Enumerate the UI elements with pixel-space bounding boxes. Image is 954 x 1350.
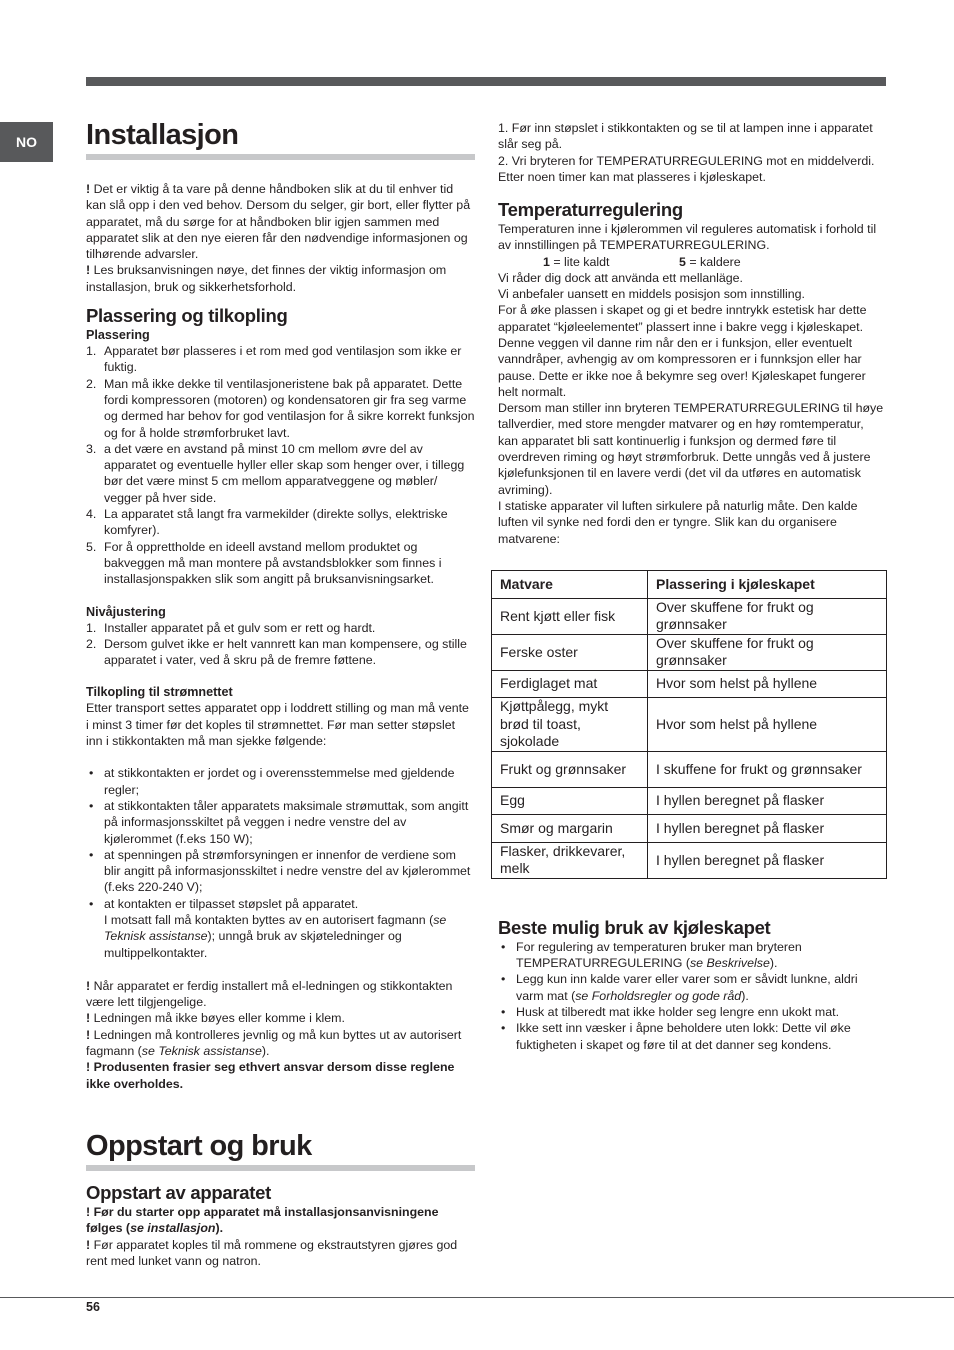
- table-row: Ferske oster Over skuffene for frukt og grønnsaker: [492, 634, 887, 670]
- temperatur-text-2: Vi råder dig dock att använda ett mellanläge.: [498, 270, 743, 285]
- list-item: • at stikkontakten tåler apparatets maksimale strømuttak, som angitt på informasjonsskiltet på veggen i nedre venstre del av kjølerommet (f.eks 150 W);: [86, 798, 475, 847]
- list-item: • at spenningen på strømforsyningen er innenfor de verdiene som blir angitt på informasjonsskiltet i nedre venstre del av kjølerommet (f.eks 220-240 V);: [86, 847, 475, 896]
- language-tab: NO: [0, 122, 53, 162]
- stromnett-text: Etter transport settes apparatet opp i loddrett stilling og man må vente i minst 3 timer før det koples til strømnettet. Før man setter støpslet inn i stikkontakten må man sjekke følgende:: [86, 701, 469, 749]
- table-row: Ferdiglaget mat Hvor som helst på hyllene: [492, 670, 887, 697]
- stromnett-checklist: [86, 765, 475, 961]
- food-placement-table: [491, 570, 887, 879]
- oppstart-step-1: 1. Før inn støpslet i stikkontakten og se til at lampen inne i apparatet slår seg på.: [498, 121, 873, 152]
- temperatur-text-5: Dersom man stiller inn bryteren TEMPERATURREGULERING til høye tallverdier, med store mengder matvarer og en høy romtemperatur, kan apparatet bli satt kontinuerlig i funksjon og dermed føre til overdreven riming og høyt strømforbruk. Dette unngås ved å justere kjølefunksjonen til en lavere verdi (det vil da utføres en automatisk avriming).: [498, 401, 884, 497]
- nivajustering-list: [86, 620, 475, 669]
- temperatur-text-3: Vi anbefaler uansett en middels posisjon som innstilling.: [498, 287, 805, 302]
- temperatur-text-4: For å øke plassen i skapet og gi et bedre inntrykk estetisk har dette apparatet “kjøleelementet” plassert inne i bakre vegg i kjøleskapet. Denne veggen vil danne rim når den er i funksjon, eller eventuelt vanndråper, avhengig av om kompressoren er i funnksjon eller har pause. Dette er ikke noe å bekymre seg over! Kjøleskapet fungerer helt normalt.: [498, 303, 867, 399]
- warning-1: ! Når apparatet er ferdig installert må el-ledningen og stikkontakten være lett tilgjengelige.: [86, 978, 453, 1010]
- temperatur-text-1: Temperaturen inne i kjølerommen vil reguleres automatisk i forhold til av innstillingen på TEMPERATURREGULERING.: [498, 222, 877, 253]
- table-row: Rent kjøtt eller fisk Over skuffene for frukt og grønnsaker: [492, 598, 887, 634]
- temperatur-text-6: I statiske apparater vil luften sirkulere på naturlig måte. Den kalde luften vil synke ned fordi den er tyngre. Slik kan du organisere matvarene:: [498, 498, 858, 546]
- installasjon-title: Installasjon: [86, 118, 475, 160]
- list-item: • at stikkontakten er jordet og i overensstemmelse med gjeldende regler;: [86, 765, 475, 798]
- table-header-row: [492, 570, 887, 598]
- warning-mark: !: [86, 182, 91, 196]
- plassering-list: [86, 343, 475, 587]
- list-item: • For regulering av temperaturen bruker man bryteren TEMPERATURREGULERING (se Beskrivelse).: [498, 939, 886, 972]
- warning-3: ! Ledningen må kontrolleres jevnlig og må kun byttes ut av autorisert fagmann (se Teknisk assistanse).: [86, 1027, 462, 1059]
- page-number: 56: [86, 1300, 100, 1314]
- list-item: 5. For å opprettholde en ideell avstand mellom produktet og bakveggen må man montere på avstandsblokker som finnes i installasjonspakken slik som angitt på bruksanvisningsarket.: [86, 539, 442, 587]
- top-bar: [86, 77, 886, 86]
- list-item: 1. Installer apparatet på et gulv som er rett og hardt.: [86, 620, 376, 635]
- beste-list: [498, 939, 886, 1053]
- table-row: Egg I hyllen beregnet på flasker: [492, 787, 887, 814]
- list-item: • Ikke sett inn væsker i åpne beholdere uten lokk: Dette vil øke fuktigheten i skapet og føre til at det danner seg kondens.: [498, 1020, 886, 1053]
- intro-text-1: Det er viktig å ta vare på denne håndboken slik at du til enhver tid kan slå opp i den ved behov. Dersom du selger, gir bort, eller flytter på apparatet, må du sørge for at håndboken blir igjen sammen med apparatet slik at den nye eieren får den nødvendige informasjonen og tilhørende advarsler.: [86, 182, 471, 262]
- temperatur-heading: Temperaturregulering: [498, 199, 683, 221]
- list-item: 2. Man må ikke dekke til ventilasjoneristene bak på apparatet. Dette fordi kompressoren (motoren) og kondensatoren gir fra seg varme og dermed har behov for god ventilasjon for å sikre korrekt funksjon og for å holde strømforbruket lavt.: [86, 376, 475, 440]
- table-row: Smør og margarin I hyllen beregnet på flasker: [492, 814, 887, 842]
- warning-2: ! Ledningen må ikke bøyes eller komme i klem.: [86, 1011, 345, 1026]
- beste-heading: Beste mulig bruk av kjøleskapet: [498, 916, 771, 938]
- temperature-scale: 1 = lite kaldt 5 = kaldere: [543, 254, 741, 269]
- intro-text-2: Les bruksanvisningen nøye, det finnes der viktig informasjon om installasjon, bruk og sikkerhetsforhold.: [86, 263, 447, 294]
- right-column: [498, 120, 886, 1053]
- intro-paragraph-1: [86, 181, 475, 262]
- list-item: 4. La apparatet stå langt fra varmekilder (direkte sollys, elektriske komfyrer).: [86, 507, 448, 538]
- stromnett-subheading: Tilkopling til strømnettet: [86, 685, 233, 700]
- oppstart-warning: ! Før du starter opp apparatet må installasjonsanvisningene følges (se installasjon).: [86, 1204, 439, 1236]
- list-item: 3. a det være en avstand på minst 10 cm mellom øvre del av apparatet og eventuelle hyller eller skap som henger over, i tillegg bør det være minst 5 cm mellom apparatveggene og møbler/ vegger på hver side.: [86, 441, 465, 505]
- warning-4: ! Produsenten frasier seg ethvert ansvar dersom disse reglene ikke overholdes.: [86, 1060, 455, 1091]
- footer-line: [0, 1297, 954, 1298]
- nivajustering-subheading: Nivåjustering: [86, 604, 166, 619]
- intro-paragraph-2: [86, 262, 475, 295]
- list-item: • at kontakten er tilpasset støpslet på apparatet. I motsatt fall må kontakten byttes av en autorisert fagmann (se Teknisk assistanse); unngå bruk av skjøteledninger og multippelkontakter.: [86, 896, 475, 961]
- table-row: Flasker, drikkevarer, melk I hyllen beregnet på flasker: [492, 842, 887, 878]
- list-item: 1. Apparatet bør plasseres i et rom med god ventilasjon som ikke er fuktig.: [86, 344, 462, 375]
- oppstart-cleaning: ! Før apparatet koples til må rommene og ekstrautstyren gjøres god rent med lunket vann og natron.: [86, 1237, 458, 1268]
- plassering-heading: Plassering og tilkopling: [86, 305, 288, 327]
- warning-mark: !: [86, 263, 91, 278]
- list-item: • Husk at tilberedt mat ikke holder seg lengre enn ukokt mat.: [498, 1004, 886, 1020]
- oppstart-heading: Oppstart av apparatet: [86, 1181, 271, 1203]
- plassering-subheading: Plassering: [86, 328, 150, 343]
- table-row: Frukt og grønnsaker I skuffene for frukt og grønnsaker: [492, 751, 887, 787]
- oppstart-step-2: 2. Vri bryteren for TEMPERATURREGULERING mot en middelverdi. Etter noen timer kan mat plasseres i kjøleskapet.: [498, 153, 875, 184]
- column-header: Matvare: [492, 570, 648, 598]
- left-column: [86, 118, 475, 1269]
- oppstart-title: Oppstart og bruk: [86, 1129, 475, 1171]
- list-item: • Legg kun inn kalde varer eller varer som er såvidt lunkne, aldri varm mat (se Forholdsregler og gode råd).: [498, 971, 886, 1004]
- column-header: Plassering i kjøleskapet: [648, 570, 887, 598]
- table-row: Kjøttpålegg, mykt brød til toast, sjokolade Hvor som helst på hyllene: [492, 697, 887, 751]
- list-item: 2. Dersom gulvet ikke er helt vannrett kan man kompensere, og stille apparatet i vater, ved å skru på de fremre føttene.: [86, 636, 467, 668]
